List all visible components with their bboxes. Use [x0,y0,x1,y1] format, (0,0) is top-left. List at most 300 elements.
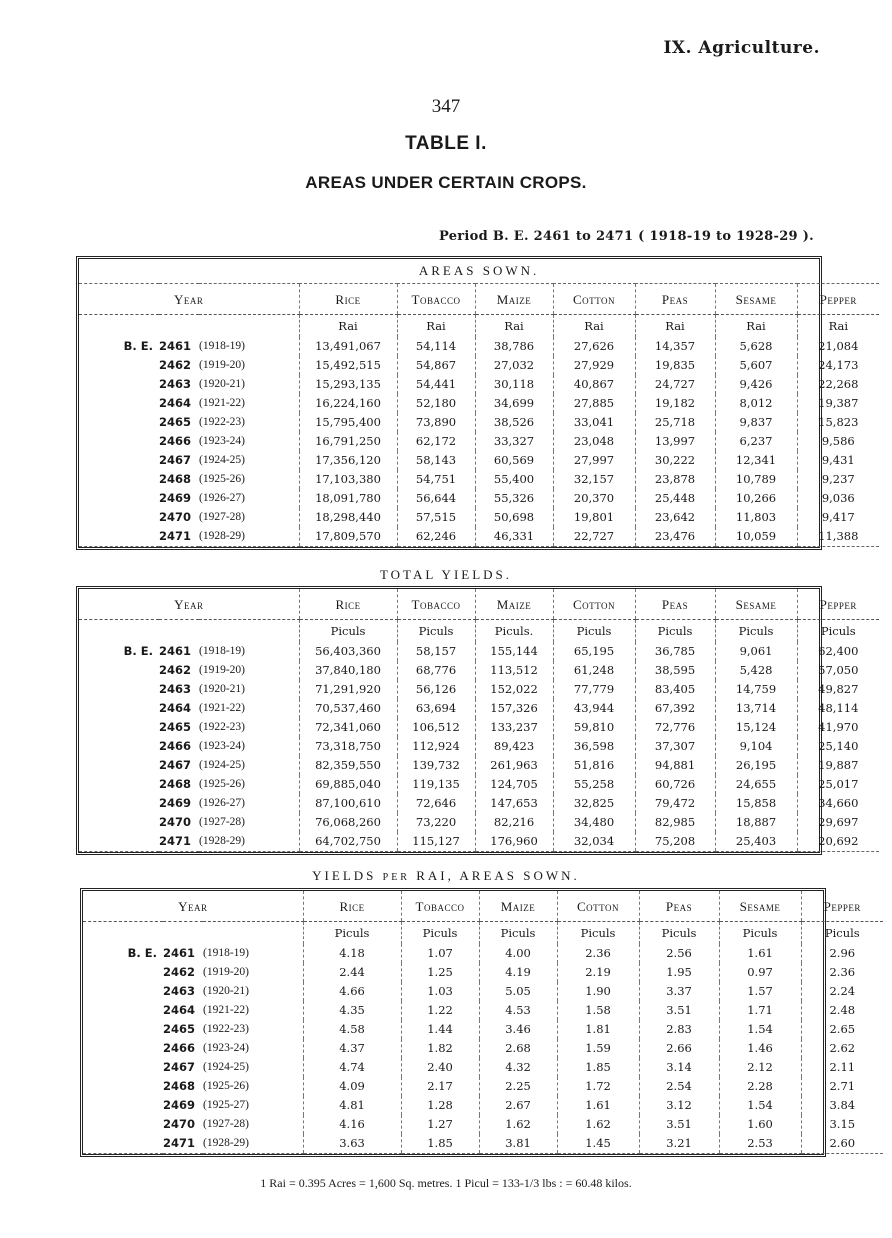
era-prefix [83,982,163,1001]
cell-maize: 157,326 [475,699,553,718]
cell-pepper: 2.96 [801,944,883,963]
cell-sesame: 18,887 [715,813,797,832]
cell-peas: 82,985 [635,813,715,832]
be-year: 2464 [159,701,192,715]
era-prefix [79,775,159,794]
be-year: 2465 [159,415,192,429]
column-header-pepper: Pepper [797,589,879,620]
ad-year: (1928-29) [199,832,299,852]
table-row [79,680,879,699]
table-row [79,527,879,547]
ad-year: (1921-22) [203,1004,249,1016]
cell-maize: 124,705 [475,775,553,794]
cell-tobacco: 54,867 [397,356,475,375]
cell-peas: 23,476 [635,527,715,547]
table-row [79,375,879,394]
cell-rice: 17,356,120 [299,451,397,470]
cell-cotton: 55,258 [553,775,635,794]
cell-sesame: 5,428 [715,661,797,680]
cell-sesame: 1.46 [719,1039,801,1058]
ad-year: (1926-27) [199,797,245,809]
cell-cotton: 1.85 [557,1058,639,1077]
total-yields-caption: TOTAL YIELDS. [379,567,513,582]
unit-label: Piculs [299,620,397,643]
cell-tobacco: 106,512 [397,718,475,737]
cell-peas: 1.95 [639,963,719,982]
unit-label: Rai [635,315,715,338]
cell-cotton: 40,867 [553,375,635,394]
column-header-tobacco: Tobacco [397,284,475,315]
cell-cotton: 59,810 [553,718,635,737]
cell-tobacco: 54,751 [397,470,475,489]
unit-row [79,620,879,643]
cell-peas: 14,357 [635,337,715,356]
column-header-sesame: Sesame [715,589,797,620]
cell-maize: 3.46 [479,1020,557,1039]
cell-cotton: 27,626 [553,337,635,356]
cell-maize: 27,032 [475,356,553,375]
cell-tobacco: 1.25 [401,963,479,982]
cell-rice: 18,091,780 [299,489,397,508]
column-header-sesame: Sesame [715,284,797,315]
table-row [79,661,879,680]
ad-year: (1923-24) [199,740,245,752]
column-header-peas: Peas [635,589,715,620]
ad-year: (1923-24) [203,1042,249,1054]
unit-spacer [79,620,299,643]
cell-sesame: 10,266 [715,489,797,508]
cell-peas: 72,776 [635,718,715,737]
be-year: 2462 [159,358,192,372]
be-year: 2469 [163,1098,196,1112]
be-year: 2470 [159,815,192,829]
be-year: 2471 [159,832,199,852]
unit-label: Piculs [303,922,401,945]
be-year: 2464 [163,1003,196,1017]
cell-peas: 3.51 [639,1115,719,1134]
cell-peas: 38,595 [635,661,715,680]
cell-rice: 4.37 [303,1039,401,1058]
cell-peas: 3.51 [639,1001,719,1020]
table-row [79,756,879,775]
unit-label: Piculs [553,620,635,643]
cell-peas: 2.66 [639,1039,719,1058]
period-label: Period B. E. 2461 to 2471 ( 1918-19 to 1928-29 ). [438,229,814,244]
be-year: 2468 [159,472,192,486]
column-header-year: Year [79,589,299,620]
cell-sesame: 24,655 [715,775,797,794]
table-row [79,508,879,527]
be-year: 2466 [163,1041,196,1055]
table-row [83,1115,883,1134]
cell-maize: 3.81 [479,1134,557,1154]
cell-peas: 36,785 [635,642,715,661]
cell-sesame: 10,789 [715,470,797,489]
table-row [79,718,879,737]
be-year: 2470 [163,1117,196,1131]
cell-cotton: 1.81 [557,1020,639,1039]
be-year: 2461 [159,644,192,658]
be-year: 2463 [163,984,196,998]
cell-peas: 2.56 [639,944,719,963]
cell-pepper: 49,827 [797,680,879,699]
table-row [83,1001,883,1020]
cell-tobacco: 115,127 [397,832,475,852]
ad-year: (1918-19) [203,947,249,959]
ad-year: (1922-23) [199,721,245,733]
column-header-tobacco: Tobacco [397,589,475,620]
era-prefix: B. E. [123,644,153,658]
table-title: TABLE I. [405,133,487,154]
cell-tobacco: 62,172 [397,432,475,451]
be-year: 2467 [159,453,192,467]
cell-peas: 2.54 [639,1077,719,1096]
ad-year: (1925-26) [203,1080,249,1092]
ad-year: (1921-22) [199,397,245,409]
era-prefix [79,718,159,737]
cell-cotton: 22,727 [553,527,635,547]
be-year: 2462 [163,965,196,979]
ad-year: (1920-21) [203,985,249,997]
table-row [83,1134,883,1154]
cell-sesame: 11,803 [715,508,797,527]
cell-cotton: 1.45 [557,1134,639,1154]
cell-rice: 37,840,180 [299,661,397,680]
caption-part: PER [382,872,410,883]
era-prefix: B. E. [123,339,153,353]
era-prefix [79,737,159,756]
cell-cotton: 19,801 [553,508,635,527]
cell-sesame: 26,195 [715,756,797,775]
cell-peas: 23,642 [635,508,715,527]
cell-rice: 3.63 [303,1134,401,1154]
cell-rice: 13,491,067 [299,337,397,356]
cell-tobacco: 54,441 [397,375,475,394]
cell-rice: 4.81 [303,1096,401,1115]
cell-pepper: 19,387 [797,394,879,413]
cell-sesame: 15,858 [715,794,797,813]
ad-year: (1919-20) [199,359,245,371]
cell-peas: 83,405 [635,680,715,699]
cell-pepper: 9,586 [797,432,879,451]
cell-sesame: 0.97 [719,963,801,982]
cell-rice: 70,537,460 [299,699,397,718]
cell-tobacco: 62,246 [397,527,475,547]
cell-sesame: 1.71 [719,1001,801,1020]
cell-cotton: 32,034 [553,832,635,852]
yields-per-rai-grid [83,891,883,1154]
cell-peas: 67,392 [635,699,715,718]
cell-cotton: 43,944 [553,699,635,718]
cell-maize: 147,653 [475,794,553,813]
cell-cotton: 36,598 [553,737,635,756]
cell-rice: 64,702,750 [299,832,397,852]
cell-pepper: 3.15 [801,1115,883,1134]
cell-sesame: 9,426 [715,375,797,394]
cell-pepper: 21,084 [797,337,879,356]
ad-year: (1927-28) [199,511,245,523]
cell-maize: 34,699 [475,394,553,413]
unit-label: Piculs [401,922,479,945]
cell-maize: 30,118 [475,375,553,394]
column-header-year: Year [79,284,299,315]
cell-rice: 16,791,250 [299,432,397,451]
cell-sesame: 12,341 [715,451,797,470]
ad-year: (1920-21) [199,683,245,695]
cell-maize: 4.19 [479,963,557,982]
unit-label: Rai [397,315,475,338]
cell-cotton: 2.36 [557,944,639,963]
ad-year: (1918-19) [199,340,245,352]
cell-rice: 15,795,400 [299,413,397,432]
cell-pepper: 62,400 [797,642,879,661]
ad-year: (1923-24) [199,435,245,447]
cell-tobacco: 56,126 [397,680,475,699]
unit-label: Rai [715,315,797,338]
column-header-rice: Rice [299,284,397,315]
cell-cotton: 1.90 [557,982,639,1001]
cell-rice: 17,809,570 [299,527,397,547]
table-row [79,489,879,508]
cell-pepper: 15,823 [797,413,879,432]
cell-rice: 2.44 [303,963,401,982]
cell-maize: 2.67 [479,1096,557,1115]
cell-sesame: 2.53 [719,1134,801,1154]
cell-cotton: 1.72 [557,1077,639,1096]
cell-cotton: 27,929 [553,356,635,375]
cell-tobacco: 56,644 [397,489,475,508]
column-header-maize: Maize [479,891,557,922]
table-row [83,1077,883,1096]
ad-year: (1927-28) [203,1118,249,1130]
table-row [79,337,879,356]
ad-year: (1921-22) [199,702,245,714]
ad-year: (1918-19) [199,645,245,657]
era-prefix [79,680,159,699]
cell-pepper: 11,388 [797,527,879,547]
era-prefix [83,1020,163,1039]
era-prefix [79,413,159,432]
cell-maize: 50,698 [475,508,553,527]
cell-pepper: 41,970 [797,718,879,737]
cell-maize: 133,237 [475,718,553,737]
unit-row [83,922,883,945]
cell-tobacco: 112,924 [397,737,475,756]
table-row [79,794,879,813]
table-row [79,642,879,661]
era-prefix [83,1096,163,1115]
cell-sesame: 13,714 [715,699,797,718]
cell-maize: 2.68 [479,1039,557,1058]
page-number: 347 [431,96,461,117]
cell-pepper: 24,173 [797,356,879,375]
unit-label: Rai [797,315,879,338]
be-year: 2461 [159,339,192,353]
cell-maize: 152,022 [475,680,553,699]
cell-cotton: 34,480 [553,813,635,832]
cell-cotton: 2.19 [557,963,639,982]
cell-rice: 15,293,135 [299,375,397,394]
cell-peas: 30,222 [635,451,715,470]
cell-pepper: 9,237 [797,470,879,489]
cell-pepper: 2.65 [801,1020,883,1039]
table-row [83,944,883,963]
table-row [79,356,879,375]
table-row [79,394,879,413]
cell-cotton: 61,248 [553,661,635,680]
cell-pepper: 48,114 [797,699,879,718]
cell-cotton: 1.61 [557,1096,639,1115]
table-row [79,775,879,794]
be-year: 2469 [159,491,192,505]
unit-label: Piculs [479,922,557,945]
cell-rice: 16,224,160 [299,394,397,413]
cell-maize: 4.00 [479,944,557,963]
cell-maize: 89,423 [475,737,553,756]
cell-sesame: 25,403 [715,832,797,852]
cell-pepper: 2.36 [801,963,883,982]
era-prefix [83,1134,163,1154]
unit-label: Rai [475,315,553,338]
column-header-peas: Peas [639,891,719,922]
header-row [79,284,879,315]
cell-maize: 1.62 [479,1115,557,1134]
era-prefix [79,527,159,547]
cell-pepper: 3.84 [801,1096,883,1115]
ad-year: (1927-28) [199,816,245,828]
cell-cotton: 20,370 [553,489,635,508]
cell-peas: 25,448 [635,489,715,508]
be-year: 2466 [159,739,192,753]
unit-label: Rai [553,315,635,338]
cell-peas: 75,208 [635,832,715,852]
cell-maize: 60,569 [475,451,553,470]
cell-pepper: 22,268 [797,375,879,394]
table-row [83,982,883,1001]
era-prefix [79,470,159,489]
cell-pepper: 2.11 [801,1058,883,1077]
total-yields-table [76,586,859,855]
cell-pepper: 29,697 [797,813,879,832]
cell-cotton: 27,997 [553,451,635,470]
cell-peas: 25,718 [635,413,715,432]
areas-sown-caption: AREAS SOWN. [79,259,879,284]
cell-peas: 19,182 [635,394,715,413]
cell-maize: 55,400 [475,470,553,489]
yields-per-rai-caption [0,868,892,884]
cell-maize: 5.05 [479,982,557,1001]
era-prefix [79,432,159,451]
cell-tobacco: 1.82 [401,1039,479,1058]
cell-pepper: 57,050 [797,661,879,680]
cell-rice: 76,068,260 [299,813,397,832]
cell-tobacco: 1.22 [401,1001,479,1020]
cell-pepper: 25,017 [797,775,879,794]
cell-peas: 13,997 [635,432,715,451]
unit-label: Piculs [635,620,715,643]
cell-sesame: 5,628 [715,337,797,356]
cell-sesame: 2.12 [719,1058,801,1077]
cell-rice: 71,291,920 [299,680,397,699]
cell-maize: 4.32 [479,1058,557,1077]
be-year: 2466 [159,434,192,448]
cell-sesame: 2.28 [719,1077,801,1096]
era-prefix [79,451,159,470]
cell-pepper: 9,417 [797,508,879,527]
cell-maize: 113,512 [475,661,553,680]
column-header-sesame: Sesame [719,891,801,922]
table-row [83,1020,883,1039]
ad-year: (1928-29) [203,1134,303,1154]
header-row [83,891,883,922]
cell-cotton: 32,157 [553,470,635,489]
cell-pepper: 2.62 [801,1039,883,1058]
era-prefix [79,832,159,852]
unit-label: Piculs [557,922,639,945]
cell-sesame: 9,061 [715,642,797,661]
cell-rice: 4.16 [303,1115,401,1134]
era-prefix [79,661,159,680]
cell-pepper: 20,692 [797,832,879,852]
cell-tobacco: 58,157 [397,642,475,661]
cell-peas: 94,881 [635,756,715,775]
be-year: 2468 [163,1079,196,1093]
table-row [79,451,879,470]
cell-rice: 4.66 [303,982,401,1001]
caption-part: YIELDS [312,868,377,883]
ad-year: (1922-23) [199,416,245,428]
be-year: 2471 [159,527,199,547]
cell-cotton: 23,048 [553,432,635,451]
cell-pepper: 25,140 [797,737,879,756]
cell-tobacco: 63,694 [397,699,475,718]
cell-cotton: 51,816 [553,756,635,775]
era-prefix [83,1077,163,1096]
cell-cotton: 32,825 [553,794,635,813]
table-row [83,1096,883,1115]
column-header-rice: Rice [303,891,401,922]
cell-rice: 4.58 [303,1020,401,1039]
be-year: 2465 [159,720,192,734]
column-header-cotton: Cotton [553,589,635,620]
cell-cotton: 77,779 [553,680,635,699]
table-row [83,1039,883,1058]
ad-year: (1924-25) [199,759,245,771]
be-year: 2463 [159,377,192,391]
column-header-year: Year [83,891,303,922]
cell-maize: 82,216 [475,813,553,832]
be-year: 2465 [163,1022,196,1036]
era-prefix [79,356,159,375]
cell-sesame: 8,012 [715,394,797,413]
cell-tobacco: 1.07 [401,944,479,963]
cell-tobacco: 2.40 [401,1058,479,1077]
cell-sesame: 1.57 [719,982,801,1001]
cell-tobacco: 119,135 [397,775,475,794]
cell-pepper: 9,431 [797,451,879,470]
cell-maize: 46,331 [475,527,553,547]
table-row [83,963,883,982]
unit-label: Piculs [801,922,883,945]
be-year: 2467 [159,758,192,772]
cell-tobacco: 73,890 [397,413,475,432]
cell-rice: 18,298,440 [299,508,397,527]
cell-maize: 38,526 [475,413,553,432]
ad-year: (1925-26) [199,473,245,485]
cell-sesame: 1.61 [719,944,801,963]
cell-rice: 4.35 [303,1001,401,1020]
era-prefix [83,1058,163,1077]
